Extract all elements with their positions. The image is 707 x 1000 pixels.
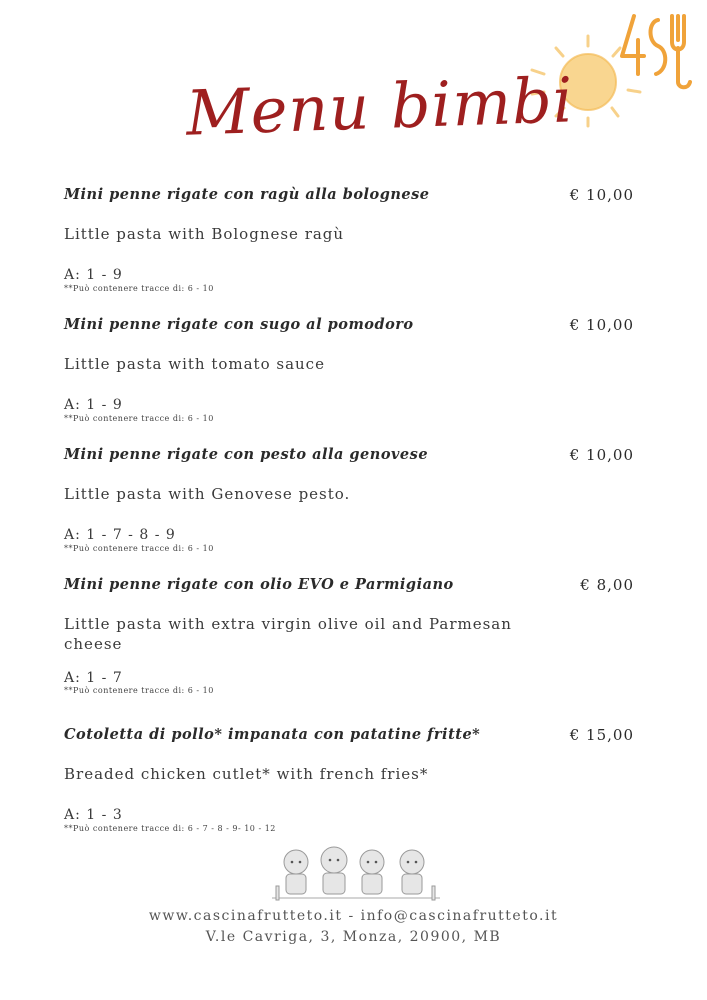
item-traces: **Può contenere tracce di: 6 - 10 — [64, 414, 214, 423]
menu-item — [64, 720, 634, 850]
item-allergens: A: 1 - 7 - 8 - 9 — [64, 527, 176, 543]
page-title: Menu bimbi — [184, 63, 575, 150]
menu-item — [64, 310, 634, 440]
item-name: Mini penne rigate con pesto alla genovese — [64, 446, 429, 463]
item-price: € 10,00 — [569, 446, 634, 464]
item-price: € 10,00 — [569, 316, 634, 334]
item-description: Breaded chicken cutlet* with french fries* — [64, 765, 429, 783]
fork-knife-logo-icon — [618, 12, 692, 94]
item-description: Little pasta with extra virgin olive oil and Parmesan cheese — [64, 615, 512, 653]
footer-contacts: www.cascinafrutteto.it - info@cascinafrutteto.it — [148, 908, 559, 924]
item-description: Little pasta with tomato sauce — [64, 355, 325, 373]
item-name: Cotoletta di pollo* impanata con patatine fritte* — [64, 726, 481, 743]
footer-address: V.le Cavriga, 3, Monza, 20900, MB — [205, 929, 502, 945]
item-price: € 8,00 — [580, 576, 634, 594]
item-traces: **Può contenere tracce di: 6 - 7 - 8 - 9- 10 - 12 — [64, 824, 276, 833]
item-name: Mini penne rigate con sugo al pomodoro — [64, 316, 414, 333]
item-traces: **Può contenere tracce di: 6 - 10 — [64, 686, 214, 695]
item-allergens: A: 1 - 7 — [64, 670, 123, 686]
menu-list — [64, 180, 634, 850]
item-name: Mini penne rigate con olio EVO e Parmigiano — [64, 576, 454, 593]
item-price: € 10,00 — [569, 186, 634, 204]
item-description: Little pasta with Genovese pesto. — [64, 485, 351, 503]
item-traces: **Può contenere tracce di: 6 - 10 — [64, 284, 214, 293]
item-allergens: A: 1 - 3 — [64, 807, 123, 823]
item-traces: **Può contenere tracce di: 6 - 10 — [64, 544, 214, 553]
item-allergens: A: 1 - 9 — [64, 397, 123, 413]
item-price: € 15,00 — [569, 726, 634, 744]
menu-item — [64, 440, 634, 570]
item-name: Mini penne rigate con ragù alla bolognese — [64, 186, 430, 203]
menu-item — [64, 570, 634, 720]
item-allergens: A: 1 - 9 — [64, 267, 123, 283]
item-description: Little pasta with Bolognese ragù — [64, 225, 345, 243]
children-illustration-icon — [272, 846, 440, 908]
menu-item — [64, 180, 634, 310]
